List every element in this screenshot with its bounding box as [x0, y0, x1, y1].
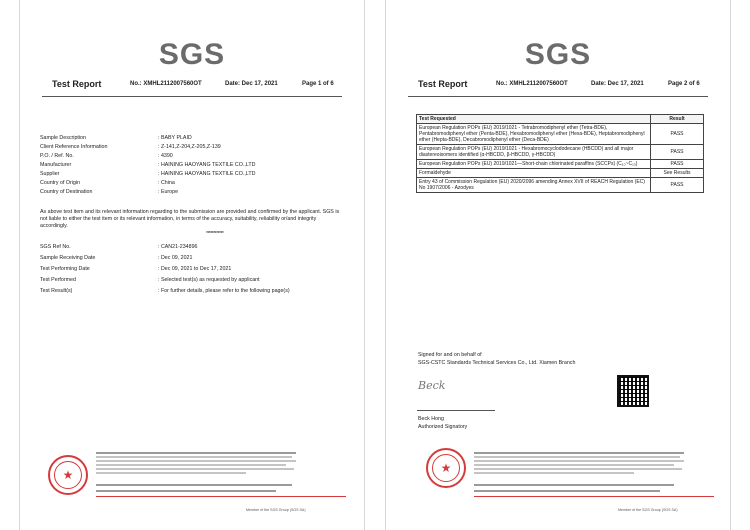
signed-company: SGS-CSTC Standards Technical Services Co., Ltd. Xiamen Branch — [418, 360, 576, 366]
table-row — [417, 178, 704, 193]
field-value: : China — [158, 180, 175, 186]
star-icon: ★ — [54, 461, 82, 489]
field-label: Supplier — [40, 171, 60, 177]
separator-stars: ************ — [206, 231, 224, 237]
fine-print-line — [96, 468, 294, 470]
field-value: : CAN21-234896 — [158, 244, 198, 250]
result-cell: See Results — [651, 169, 704, 178]
sgs-stamp-icon — [426, 448, 466, 488]
signer-title: Authorized Signatory — [418, 424, 468, 430]
report-date: Date: Dec 17, 2021 — [225, 81, 278, 87]
field-label: Test Performing Date — [40, 266, 90, 272]
result-cell: PASS — [651, 124, 704, 145]
handwritten-signature: Beck — [418, 379, 446, 392]
field-row — [40, 171, 350, 179]
column-header-result: Result — [651, 115, 704, 124]
address-line — [96, 490, 276, 492]
sgs-logo: SGS — [158, 38, 226, 71]
table-header-row — [417, 115, 704, 124]
field-label: P.O. / Ref. No. — [40, 153, 74, 159]
address-line — [474, 484, 674, 486]
field-value: : For further details, please refer to the following page(s) — [158, 288, 290, 294]
field-value: : Europe — [158, 189, 179, 195]
sgs-stamp-icon — [48, 455, 88, 495]
fine-print-line — [96, 452, 296, 454]
fine-print-line — [96, 456, 292, 458]
header-divider — [42, 96, 342, 97]
report-page-2 — [386, 0, 730, 530]
fine-print-line — [474, 460, 684, 462]
fine-print-line — [474, 468, 682, 470]
field-row — [40, 153, 350, 161]
test-name-cell: European Regulation POPs (EU) 2019/1021 - Tetrabromodiphenyl ether (Tetra-BDE), Pentabromodiphenyl ether (Penta-BDE), Hexabromodiphenyl ether (Hexa-BDE), Heptabromodiphenyl ether (Hepta-BDE), Decabromodiphenyl ether (Deca-BDE) — [417, 124, 651, 145]
field-label: Country of Destination — [40, 189, 93, 195]
report-header — [20, 80, 364, 92]
member-note: Member of the SGS Group (SGS SA) — [246, 508, 306, 512]
test-name-cell: Formaldehyde — [417, 169, 651, 178]
field-row — [40, 180, 350, 188]
field-value: : Selected test(s) as requested by applicant — [158, 277, 260, 283]
field-value: : BABY PLAID — [158, 135, 192, 141]
report-number: No.: XMHL2112007560OT — [496, 81, 568, 87]
fine-print-line — [474, 464, 674, 466]
table-row — [417, 145, 704, 160]
fine-print-line — [96, 464, 286, 466]
fine-print-line — [96, 472, 246, 474]
field-value: : HAINING HAOYANG TEXTILE CO.,LTD — [158, 162, 256, 168]
field-row — [40, 266, 350, 274]
field-row — [40, 244, 350, 252]
signature-line — [417, 410, 495, 411]
footer-rule — [474, 496, 714, 497]
field-label: Country of Origin — [40, 180, 81, 186]
field-label: Test Performed — [40, 277, 76, 283]
fine-print-line — [474, 452, 684, 454]
field-row — [40, 255, 350, 263]
field-label: Client Reference Information — [40, 144, 108, 150]
field-row — [40, 144, 350, 152]
sgs-logo: SGS — [524, 38, 592, 71]
report-header — [386, 80, 730, 92]
signed-for-label: Signed for and on behalf of — [418, 352, 482, 358]
header-divider — [408, 96, 708, 97]
disclaimer-text: As above test item and its relevant information regarding to the submission are provided and confirmed by the applicant. SGS is not liable to either the test item or its relevant information, in terms of the accuracy, suitability, reliability or/and integrity accordingly. — [40, 209, 340, 229]
test-name-cell: Entry 43 of Commission Regulation (EU) 2020/2096 amending Annex XVII of REACH Regulation (EC) No 1907/2006 - Azodyes — [417, 178, 651, 193]
fine-print-line — [474, 472, 634, 474]
field-label: Manufacturer — [40, 162, 72, 168]
report-title: Test Report — [52, 79, 102, 89]
column-header-test: Test Requested — [417, 115, 651, 124]
report-number: No.: XMHL2112007560OT — [130, 81, 202, 87]
star-icon: ★ — [432, 454, 460, 482]
test-name-cell: European Regulation POPs (EU) 2019/1021 - Hexabromocyclododecane (HBCDD) and all major diastereoisomers identified (α-HBCDD, β-HBCDD, γ-HBCDD) — [417, 145, 651, 160]
qr-code-icon — [617, 375, 649, 407]
field-row — [40, 135, 350, 143]
address-line — [474, 490, 660, 492]
test-name-cell: European Regulation POPs (EU) 2019/1021—Short-chain chlorinated paraffins (SCCPs) (C₁₀~C₁₃) — [417, 160, 651, 169]
field-label: SGS Ref No. — [40, 244, 71, 250]
result-cell: PASS — [651, 145, 704, 160]
field-label: Sample Receiving Date — [40, 255, 96, 261]
report-title: Test Report — [418, 79, 468, 89]
field-row — [40, 189, 350, 197]
field-row — [40, 288, 350, 296]
result-cell: PASS — [651, 160, 704, 169]
signer-name: Beck Hong — [418, 416, 444, 422]
field-label: Test Result(s) — [40, 288, 73, 294]
table-row — [417, 169, 704, 178]
address-line — [96, 484, 292, 486]
report-date: Date: Dec 17, 2021 — [591, 81, 644, 87]
results-table — [416, 114, 704, 193]
fine-print-line — [96, 460, 296, 462]
member-note: Member of the SGS Group (SGS SA) — [618, 508, 678, 512]
field-row — [40, 162, 350, 170]
field-label: Sample Description — [40, 135, 86, 141]
table-row — [417, 124, 704, 145]
field-value: : Dec 09, 2021 to Dec 17, 2021 — [158, 266, 232, 272]
field-value: : Dec 09, 2021 — [158, 255, 193, 261]
field-row — [40, 277, 350, 285]
fine-print-line — [474, 456, 680, 458]
field-value: : HAINING HAOYANG TEXTILE CO.,LTD — [158, 171, 256, 177]
field-value: : Z-141,Z-204,Z-205,Z-139 — [158, 144, 221, 150]
field-value: : 4390 — [158, 153, 173, 159]
page-number: Page 2 of 6 — [668, 81, 700, 87]
page-number: Page 1 of 6 — [302, 81, 334, 87]
table-row — [417, 160, 704, 169]
result-cell: PASS — [651, 178, 704, 193]
report-page-1 — [20, 0, 364, 530]
footer-rule — [96, 496, 346, 497]
